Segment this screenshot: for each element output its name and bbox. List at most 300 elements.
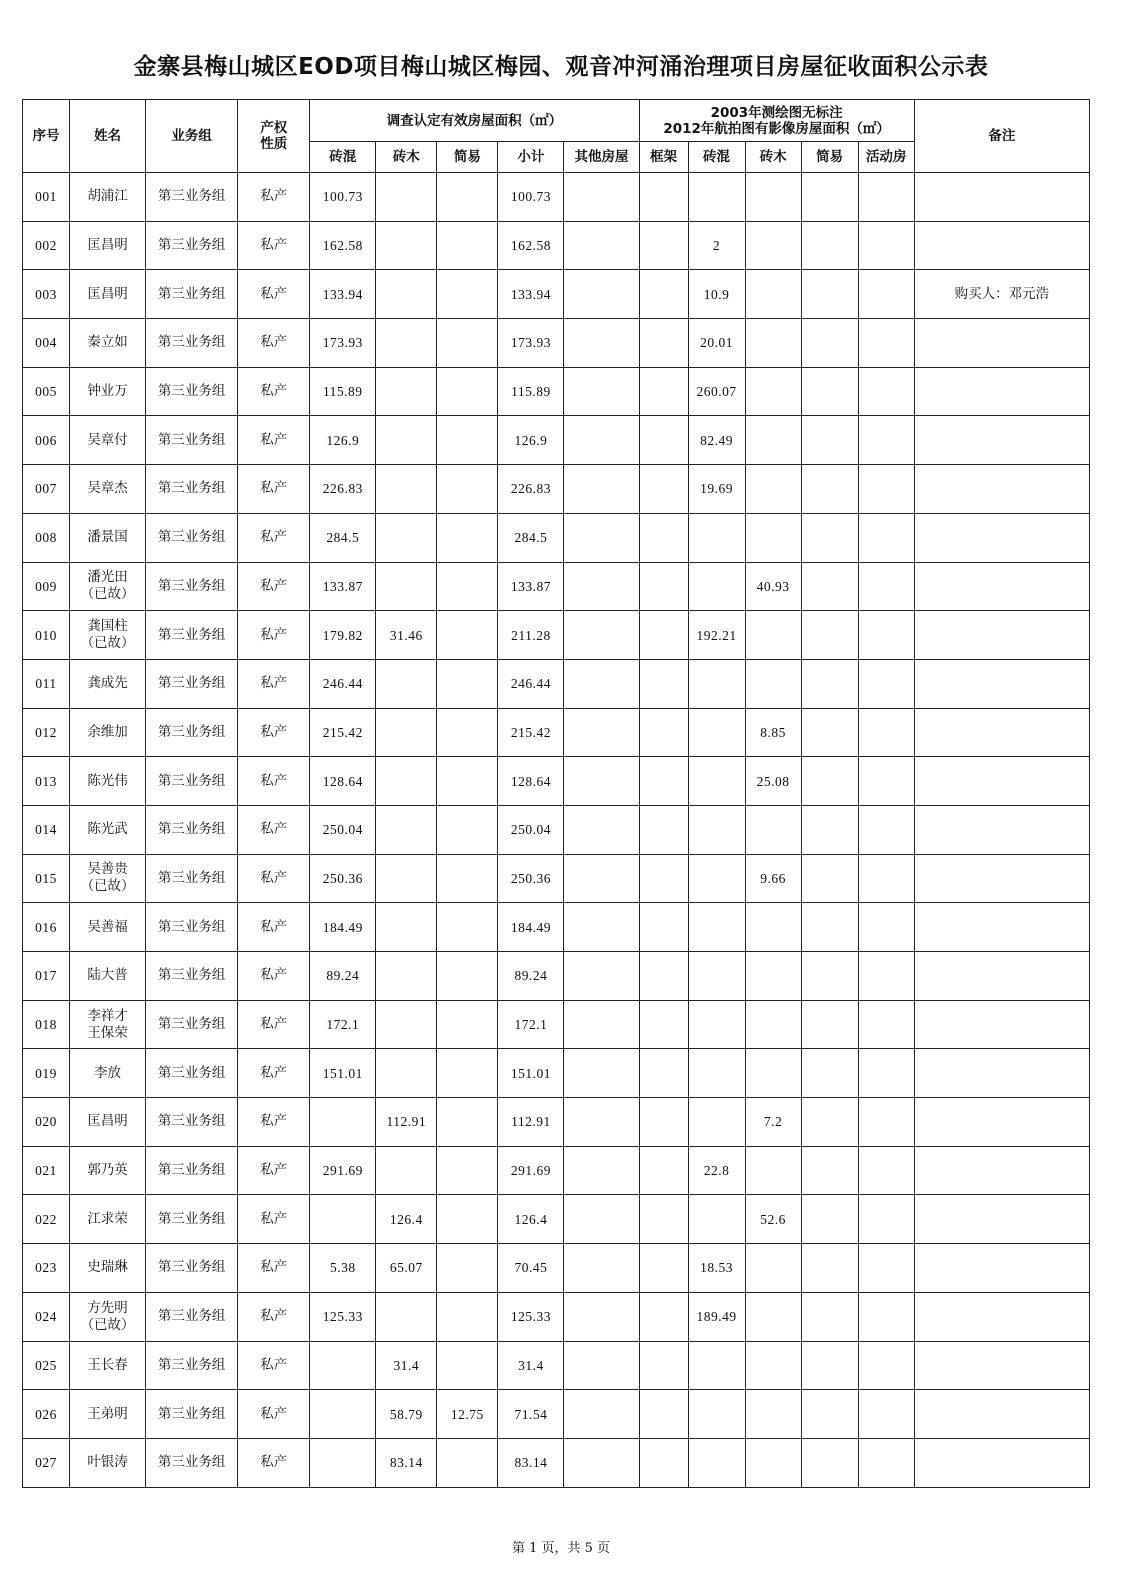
cell-survey-value: [564, 1098, 639, 1147]
cell-seq: 019: [23, 1049, 70, 1098]
cell-group: 第三业务组: [146, 952, 238, 1001]
header-name: 姓名: [70, 100, 146, 173]
cell-name: 叶银涛: [70, 1438, 146, 1487]
cell-aerial-value: [639, 1341, 688, 1390]
cell-aerial-value: [801, 221, 858, 270]
cell-aerial-value: 7.2: [745, 1098, 801, 1147]
cell-survey-value: 162.58: [310, 221, 376, 270]
cell-survey-value: 250.04: [498, 805, 564, 854]
cell-name: 吴善贵 （已故）: [70, 854, 146, 903]
cell-aerial-value: [639, 1146, 688, 1195]
cell-name: 吴章付: [70, 416, 146, 465]
cell-aerial-value: [858, 1341, 914, 1390]
cell-aerial-value: [801, 1244, 858, 1293]
cell-survey-value: 100.73: [498, 173, 564, 222]
cell-property: 私产: [238, 1049, 310, 1098]
cell-survey-value: [376, 367, 437, 416]
cell-aerial-value: [858, 708, 914, 757]
cell-remark: 购买人：邓元浩: [914, 270, 1089, 319]
cell-survey-value: [437, 854, 498, 903]
header-property: 产权 性质: [238, 100, 310, 173]
cell-seq: 015: [23, 854, 70, 903]
cell-survey-value: [437, 221, 498, 270]
page-title: 金寨县梅山城区EOD项目梅山城区梅园、观音冲河涌治理项目房屋征收面积公示表: [133, 54, 989, 80]
cell-survey-value: 70.45: [498, 1244, 564, 1293]
cell-group: 第三业务组: [146, 221, 238, 270]
cell-survey-value: 284.5: [498, 513, 564, 562]
cell-aerial-value: [858, 1195, 914, 1244]
cell-name: 郭乃英: [70, 1146, 146, 1195]
cell-aerial-value: [745, 221, 801, 270]
cell-aerial-value: [801, 562, 858, 611]
cell-aerial-value: [801, 1438, 858, 1487]
cell-group: 第三业务组: [146, 708, 238, 757]
table-row: [23, 1146, 1090, 1195]
cell-aerial-value: 25.08: [745, 757, 801, 806]
cell-survey-value: 215.42: [310, 708, 376, 757]
cell-aerial-value: [801, 1049, 858, 1098]
cell-aerial-value: [745, 903, 801, 952]
cell-survey-value: [437, 1341, 498, 1390]
cell-name: 匡昌明: [70, 270, 146, 319]
cell-aerial-value: [688, 757, 745, 806]
cell-survey-value: [310, 1438, 376, 1487]
cell-remark: [914, 708, 1089, 757]
cell-aerial-value: 82.49: [688, 416, 745, 465]
cell-survey-value: [437, 805, 498, 854]
cell-name: 陈光武: [70, 805, 146, 854]
cell-name: 方先明 （已故）: [70, 1292, 146, 1341]
cell-aerial-value: [858, 1146, 914, 1195]
cell-survey-value: 115.89: [498, 367, 564, 416]
table-row: [23, 1244, 1090, 1293]
cell-survey-value: [564, 854, 639, 903]
cell-group: 第三业务组: [146, 805, 238, 854]
cell-survey-value: [564, 1341, 639, 1390]
cell-seq: 008: [23, 513, 70, 562]
header-aerial-col: 活动房: [858, 142, 914, 173]
cell-aerial-value: [801, 854, 858, 903]
cell-aerial-value: [858, 1000, 914, 1049]
cell-property: 私产: [238, 1438, 310, 1487]
cell-remark: [914, 903, 1089, 952]
cell-group: 第三业务组: [146, 416, 238, 465]
cell-property: 私产: [238, 1292, 310, 1341]
cell-survey-value: 12.75: [437, 1390, 498, 1439]
cell-group: 第三业务组: [146, 319, 238, 368]
cell-aerial-value: [858, 805, 914, 854]
cell-survey-value: [376, 562, 437, 611]
table-row: [23, 1000, 1090, 1049]
cell-group: 第三业务组: [146, 757, 238, 806]
cell-aerial-value: [639, 805, 688, 854]
cell-aerial-value: [745, 1390, 801, 1439]
cell-aerial-value: [688, 952, 745, 1001]
table-row: [23, 903, 1090, 952]
cell-aerial-value: [858, 1049, 914, 1098]
cell-survey-value: 133.94: [498, 270, 564, 319]
cell-group: 第三业务组: [146, 1195, 238, 1244]
cell-survey-value: [376, 708, 437, 757]
cell-survey-value: [564, 465, 639, 514]
cell-survey-value: [564, 173, 639, 222]
cell-group: 第三业务组: [146, 1438, 238, 1487]
cell-property: 私产: [238, 465, 310, 514]
cell-aerial-value: [639, 1244, 688, 1293]
cell-aerial-value: [639, 562, 688, 611]
cell-survey-value: 112.91: [498, 1098, 564, 1147]
cell-remark: [914, 1244, 1089, 1293]
cell-aerial-value: [858, 416, 914, 465]
cell-aerial-value: [688, 562, 745, 611]
cell-survey-value: 246.44: [310, 659, 376, 708]
cell-survey-value: [376, 1146, 437, 1195]
cell-property: 私产: [238, 611, 310, 660]
table-row: [23, 757, 1090, 806]
cell-survey-value: 89.24: [310, 952, 376, 1001]
cell-survey-value: [564, 1438, 639, 1487]
cell-survey-value: 31.4: [376, 1341, 437, 1390]
table-row: [23, 465, 1090, 514]
header-remark: 备注: [914, 100, 1089, 173]
cell-aerial-value: [858, 1244, 914, 1293]
cell-property: 私产: [238, 416, 310, 465]
cell-survey-value: [437, 465, 498, 514]
table-row: [23, 1390, 1090, 1439]
cell-group: 第三业务组: [146, 1292, 238, 1341]
cell-group: 第三业务组: [146, 1390, 238, 1439]
cell-aerial-value: [639, 319, 688, 368]
cell-aerial-value: [858, 1098, 914, 1147]
cell-group: 第三业务组: [146, 367, 238, 416]
cell-survey-value: [437, 270, 498, 319]
cell-survey-value: [564, 319, 639, 368]
cell-survey-value: 173.93: [498, 319, 564, 368]
cell-remark: [914, 1195, 1089, 1244]
cell-survey-value: 172.1: [498, 1000, 564, 1049]
cell-aerial-value: [801, 659, 858, 708]
cell-name: 李放: [70, 1049, 146, 1098]
table-row: [23, 708, 1090, 757]
cell-group: 第三业务组: [146, 465, 238, 514]
cell-aerial-value: [688, 1195, 745, 1244]
table-row: [23, 611, 1090, 660]
cell-survey-value: [437, 1049, 498, 1098]
cell-seq: 004: [23, 319, 70, 368]
cell-property: 私产: [238, 903, 310, 952]
cell-aerial-value: [801, 416, 858, 465]
cell-remark: [914, 173, 1089, 222]
cell-aerial-value: [801, 611, 858, 660]
header-aerial-line1: 2003年测绘图无标注: [710, 104, 843, 121]
cell-survey-value: 71.54: [498, 1390, 564, 1439]
cell-survey-value: 112.91: [376, 1098, 437, 1147]
cell-survey-value: [564, 1146, 639, 1195]
cell-survey-value: [564, 611, 639, 660]
cell-remark: [914, 221, 1089, 270]
cell-survey-value: [437, 513, 498, 562]
cell-aerial-value: [639, 1000, 688, 1049]
cell-survey-value: [376, 903, 437, 952]
cell-survey-value: [376, 465, 437, 514]
cell-property: 私产: [238, 1098, 310, 1147]
table-row: [23, 416, 1090, 465]
cell-survey-value: 133.94: [310, 270, 376, 319]
cell-survey-value: [564, 708, 639, 757]
cell-survey-value: [564, 659, 639, 708]
cell-name: 钟业万: [70, 367, 146, 416]
cell-aerial-value: [801, 270, 858, 319]
cell-survey-value: 291.69: [310, 1146, 376, 1195]
cell-survey-value: 31.46: [376, 611, 437, 660]
table-row: [23, 1438, 1090, 1487]
cell-name: 匡昌明: [70, 221, 146, 270]
cell-remark: [914, 659, 1089, 708]
cell-aerial-value: 52.6: [745, 1195, 801, 1244]
cell-survey-value: [437, 562, 498, 611]
cell-aerial-value: [858, 513, 914, 562]
cell-survey-value: 215.42: [498, 708, 564, 757]
cell-survey-value: 179.82: [310, 611, 376, 660]
cell-aerial-value: [858, 319, 914, 368]
header-survey-col: 砖木: [376, 142, 437, 173]
cell-survey-value: [564, 1049, 639, 1098]
cell-aerial-value: [688, 1049, 745, 1098]
cell-aerial-value: [745, 465, 801, 514]
cell-aerial-value: [801, 1292, 858, 1341]
cell-seq: 009: [23, 562, 70, 611]
cell-seq: 023: [23, 1244, 70, 1293]
cell-survey-value: [437, 1000, 498, 1049]
header-aerial-line2: 2012年航拍图有影像房屋面积（㎡）: [663, 120, 890, 137]
cell-survey-value: [376, 513, 437, 562]
cell-survey-value: [376, 1292, 437, 1341]
page-footer: 第 1 页，共 5 页: [511, 1541, 611, 1556]
cell-group: 第三业务组: [146, 1000, 238, 1049]
cell-aerial-value: [858, 659, 914, 708]
header-aerial-col: 砖混: [688, 142, 745, 173]
cell-name: 余维加: [70, 708, 146, 757]
header-survey-col: 小计: [498, 142, 564, 173]
header-survey-area: 调查认定有效房屋面积（㎡）: [310, 100, 639, 142]
cell-aerial-value: [688, 173, 745, 222]
cell-remark: [914, 1098, 1089, 1147]
cell-survey-value: [376, 659, 437, 708]
table-row: [23, 659, 1090, 708]
table-row: [23, 1049, 1090, 1098]
cell-name: 王弟明: [70, 1390, 146, 1439]
cell-seq: 021: [23, 1146, 70, 1195]
cell-seq: 016: [23, 903, 70, 952]
table-row: [23, 1098, 1090, 1147]
cell-survey-value: 83.14: [498, 1438, 564, 1487]
cell-aerial-value: 192.21: [688, 611, 745, 660]
cell-group: 第三业务组: [146, 173, 238, 222]
cell-aerial-value: [639, 854, 688, 903]
cell-survey-value: [564, 757, 639, 806]
cell-aerial-value: [745, 659, 801, 708]
cell-survey-value: [376, 757, 437, 806]
cell-remark: [914, 319, 1089, 368]
cell-aerial-value: [745, 1438, 801, 1487]
cell-seq: 020: [23, 1098, 70, 1147]
table-row: [23, 562, 1090, 611]
cell-survey-value: [437, 1244, 498, 1293]
cell-aerial-value: [688, 1438, 745, 1487]
cell-remark: [914, 416, 1089, 465]
table-row: [23, 367, 1090, 416]
cell-remark: [914, 952, 1089, 1001]
cell-aerial-value: [858, 1292, 914, 1341]
cell-remark: [914, 1000, 1089, 1049]
cell-aerial-value: [745, 367, 801, 416]
cell-survey-value: 250.36: [310, 854, 376, 903]
cell-seq: 027: [23, 1438, 70, 1487]
cell-aerial-value: 189.49: [688, 1292, 745, 1341]
cell-survey-value: [564, 367, 639, 416]
cell-aerial-value: [639, 952, 688, 1001]
cell-aerial-value: [858, 562, 914, 611]
cell-survey-value: [564, 562, 639, 611]
cell-name: 陆大普: [70, 952, 146, 1001]
cell-aerial-value: [858, 854, 914, 903]
cell-survey-value: 246.44: [498, 659, 564, 708]
cell-property: 私产: [238, 319, 310, 368]
cell-aerial-value: [858, 952, 914, 1001]
cell-survey-value: [564, 903, 639, 952]
cell-seq: 005: [23, 367, 70, 416]
cell-seq: 002: [23, 221, 70, 270]
cell-survey-value: [564, 1000, 639, 1049]
cell-aerial-value: 40.93: [745, 562, 801, 611]
cell-seq: 025: [23, 1341, 70, 1390]
cell-aerial-value: [801, 465, 858, 514]
cell-survey-value: 125.33: [310, 1292, 376, 1341]
cell-survey-value: 126.4: [498, 1195, 564, 1244]
cell-survey-value: [437, 1438, 498, 1487]
cell-aerial-value: [639, 903, 688, 952]
cell-aerial-value: [858, 173, 914, 222]
cell-remark: [914, 1341, 1089, 1390]
cell-aerial-value: [745, 805, 801, 854]
cell-aerial-value: [745, 513, 801, 562]
cell-aerial-value: [745, 1292, 801, 1341]
cell-survey-value: 151.01: [310, 1049, 376, 1098]
cell-name: 王长春: [70, 1341, 146, 1390]
cell-survey-value: 128.64: [498, 757, 564, 806]
cell-survey-value: 89.24: [498, 952, 564, 1001]
cell-survey-value: 211.28: [498, 611, 564, 660]
cell-aerial-value: [745, 611, 801, 660]
cell-aerial-value: [639, 1292, 688, 1341]
cell-survey-value: 184.49: [310, 903, 376, 952]
cell-survey-value: [437, 319, 498, 368]
header-seq: 序号: [23, 100, 70, 173]
cell-survey-value: [376, 416, 437, 465]
cell-survey-value: [310, 1195, 376, 1244]
cell-survey-value: 5.38: [310, 1244, 376, 1293]
cell-seq: 011: [23, 659, 70, 708]
cell-aerial-value: [639, 1438, 688, 1487]
cell-aerial-value: [801, 1390, 858, 1439]
cell-property: 私产: [238, 221, 310, 270]
cell-aerial-value: 19.69: [688, 465, 745, 514]
cell-survey-value: 226.83: [498, 465, 564, 514]
cell-aerial-value: 18.53: [688, 1244, 745, 1293]
cell-aerial-value: [858, 903, 914, 952]
cell-aerial-value: [801, 805, 858, 854]
cell-survey-value: 284.5: [310, 513, 376, 562]
header-aerial-col: 简易: [801, 142, 858, 173]
cell-group: 第三业务组: [146, 1341, 238, 1390]
cell-survey-value: 151.01: [498, 1049, 564, 1098]
cell-seq: 012: [23, 708, 70, 757]
cell-remark: [914, 562, 1089, 611]
table-row: [23, 513, 1090, 562]
cell-survey-value: 126.9: [498, 416, 564, 465]
cell-survey-value: 126.4: [376, 1195, 437, 1244]
cell-remark: [914, 1390, 1089, 1439]
cell-aerial-value: 2: [688, 221, 745, 270]
cell-survey-value: [376, 952, 437, 1001]
expropriation-table: [22, 99, 1090, 1488]
cell-survey-value: [564, 270, 639, 319]
cell-survey-value: [310, 1341, 376, 1390]
header-aerial-col: 框架: [639, 142, 688, 173]
cell-group: 第三业务组: [146, 1244, 238, 1293]
cell-aerial-value: [688, 854, 745, 903]
cell-aerial-value: [639, 367, 688, 416]
cell-aerial-value: [639, 611, 688, 660]
cell-aerial-value: [858, 757, 914, 806]
cell-survey-value: [564, 1292, 639, 1341]
cell-group: 第三业务组: [146, 854, 238, 903]
cell-aerial-value: [688, 1098, 745, 1147]
header-aerial-area: [639, 100, 914, 142]
cell-survey-value: [437, 173, 498, 222]
cell-aerial-value: [801, 1195, 858, 1244]
cell-remark: [914, 465, 1089, 514]
cell-property: 私产: [238, 173, 310, 222]
table-row: [23, 1195, 1090, 1244]
cell-aerial-value: [639, 221, 688, 270]
cell-aerial-value: [745, 1341, 801, 1390]
cell-survey-value: 291.69: [498, 1146, 564, 1195]
cell-survey-value: [376, 805, 437, 854]
cell-aerial-value: [801, 952, 858, 1001]
cell-name: 潘景国: [70, 513, 146, 562]
cell-aerial-value: 20.01: [688, 319, 745, 368]
cell-aerial-value: [858, 367, 914, 416]
cell-aerial-value: 10.9: [688, 270, 745, 319]
table-row: [23, 221, 1090, 270]
cell-survey-value: [564, 1195, 639, 1244]
cell-aerial-value: [688, 1341, 745, 1390]
cell-survey-value: 250.04: [310, 805, 376, 854]
cell-property: 私产: [238, 757, 310, 806]
cell-name: 吴章杰: [70, 465, 146, 514]
cell-survey-value: [437, 1098, 498, 1147]
cell-group: 第三业务组: [146, 270, 238, 319]
cell-aerial-value: [639, 1390, 688, 1439]
cell-survey-value: [437, 1195, 498, 1244]
cell-survey-value: [437, 367, 498, 416]
cell-seq: 001: [23, 173, 70, 222]
cell-remark: [914, 1146, 1089, 1195]
cell-survey-value: [564, 1390, 639, 1439]
cell-name: 李祥才 王保荣: [70, 1000, 146, 1049]
cell-property: 私产: [238, 854, 310, 903]
